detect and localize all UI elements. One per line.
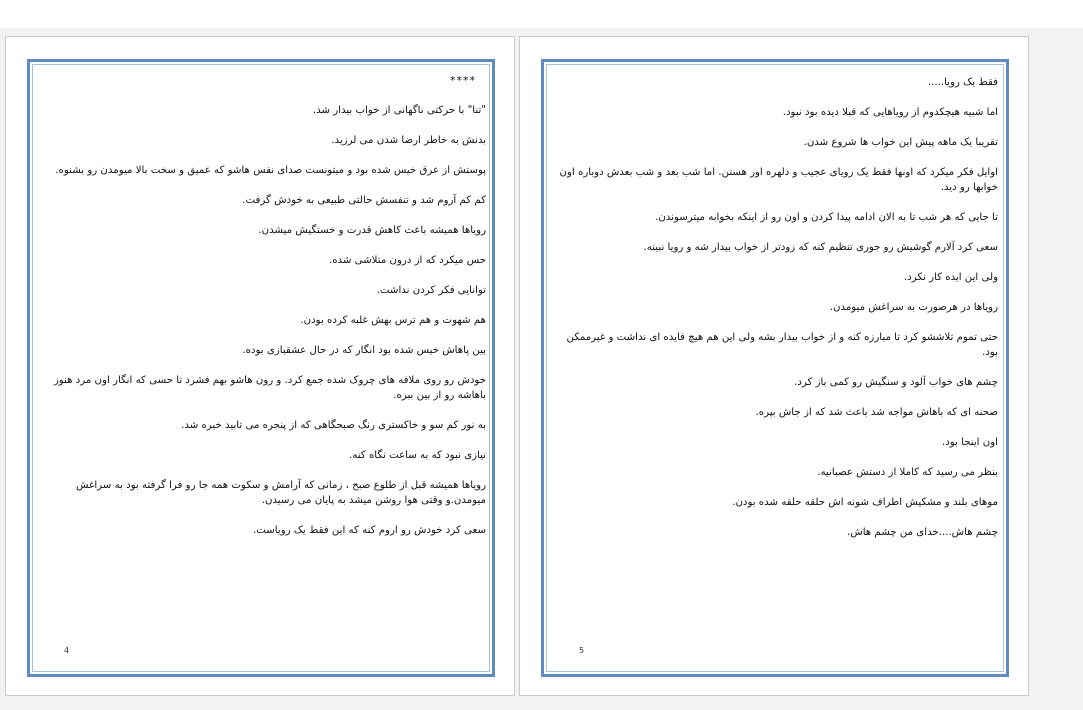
paragraph: اون اینجا بود. (941, 437, 998, 448)
paragraph: تا جایی که هر شب تا به الان ادامه پیدا کردن و اون رو از اینکه بخوابه میترسوندن. (655, 212, 998, 223)
paragraph: هم شهوت و هم ترس بهش غلبه کرده بودن. (300, 315, 486, 326)
page-number: 5 (579, 646, 585, 655)
paragraph: رویاها در هرصورت به سراغش میومدن. (829, 302, 998, 313)
paragraph: بنظر می رسید که کاملا از دستش عصبانیه. (817, 467, 998, 478)
scene-break: **** (450, 74, 476, 87)
paragraph: حس میکرد که از درون متلاشی شده. (328, 255, 486, 266)
paragraph: صحنه ای که باهاش مواجه شد باعث شد که از جاش بپره. (755, 407, 998, 418)
paragraph: کم کم آروم شد و تنفسش حالتی طبیعی به خودش گرفت. (242, 195, 486, 206)
paragraph: اوایل فکر میکرد که اونها فقط یک رویای عجیب و دلهره اور هستن. اما شب بعد و شب بعدش دوباره اون خوابها رو دید. (559, 167, 998, 193)
paragraph: اما شبیه هیچکدوم از رویاهایی که قبلا دیده بود نبود. (782, 107, 998, 118)
paragraph: چشم هاش....خدای من چشم هاش. (847, 527, 998, 538)
paragraph: نیازی نبود که به ساعت نگاه کنه. (349, 450, 486, 461)
page-number: 4 (64, 646, 70, 655)
paragraph: موهای بلند و مشکیش اطراف شونه اش حلقه حلقه شده بودن. (732, 497, 998, 508)
paragraph: ولی این ایده کار نکرد. (904, 272, 998, 283)
paragraph: خودش رو روی ملافه های چروک شده جمع کرد. و رون هاشو بهم فشرد تا حسی که انگار اون مرد هنوز باهاشه رو از بین ببره. (53, 375, 486, 401)
paragraph: رویاها همیشه قبل از طلوع صبح ، زمانی که آرامش و سکوت همه جا رو فرا گرفته بود به سراغش میومدن.و وقتی هوا روشن میشد به پایان می رسیدن. (76, 480, 486, 506)
paragraph: توانایی فکر کردن نداشت. (376, 285, 486, 296)
paragraph: رویاها همیشه باعث کاهش قدرت و خستگیش میشدن. (258, 225, 486, 236)
paragraph: به نور کم سو و خاکستری رنگ صبحگاهی که از پنجره می تابید خیره شد. (181, 420, 486, 431)
paragraph: بین پاهاش خیس شده بود انگار که در حال عشقبازی بوده. (242, 345, 486, 356)
paragraph: بدنش به خاطر ارضا شدن می لرزید. (331, 135, 486, 146)
paragraph: پوستش از عرق خیس شده بود و میتونست صدای نفس هاشو که عمیق و سخت بالا میومدن رو بشنوه. (55, 165, 486, 176)
page-body[interactable] (40, 73, 486, 553)
page-5[interactable] (519, 36, 1029, 696)
paragraph: "تنا" با حرکتی ناگهانی از خواب بیدار شد. (312, 105, 486, 116)
paragraph: تقریبا یک ماهه پیش این خواب ها شروع شدن. (803, 137, 998, 148)
paragraph: چشم های خواب آلود و سنگیش رو کمی باز کرد. (794, 377, 998, 388)
paragraph: سعی کرد آلارم گوشیش رو جوری تنظیم کنه که زودتر از خواب بیدار شه و رویا نبینه. (643, 242, 998, 253)
paragraph: سعی کرد خودش رو اروم کنه که این فقط یک رویاست. (252, 525, 486, 536)
paragraph: حتی تموم تلاششو کرد تا مبارزه کنه و از خواب بیدار بشه ولی این هم هیچ فایده ای نداشت و غیرممکن بود. (566, 332, 998, 358)
page-4[interactable] (5, 36, 515, 696)
page-body[interactable] (550, 75, 998, 555)
paragraph: فقط یک رویا..... (927, 77, 998, 88)
